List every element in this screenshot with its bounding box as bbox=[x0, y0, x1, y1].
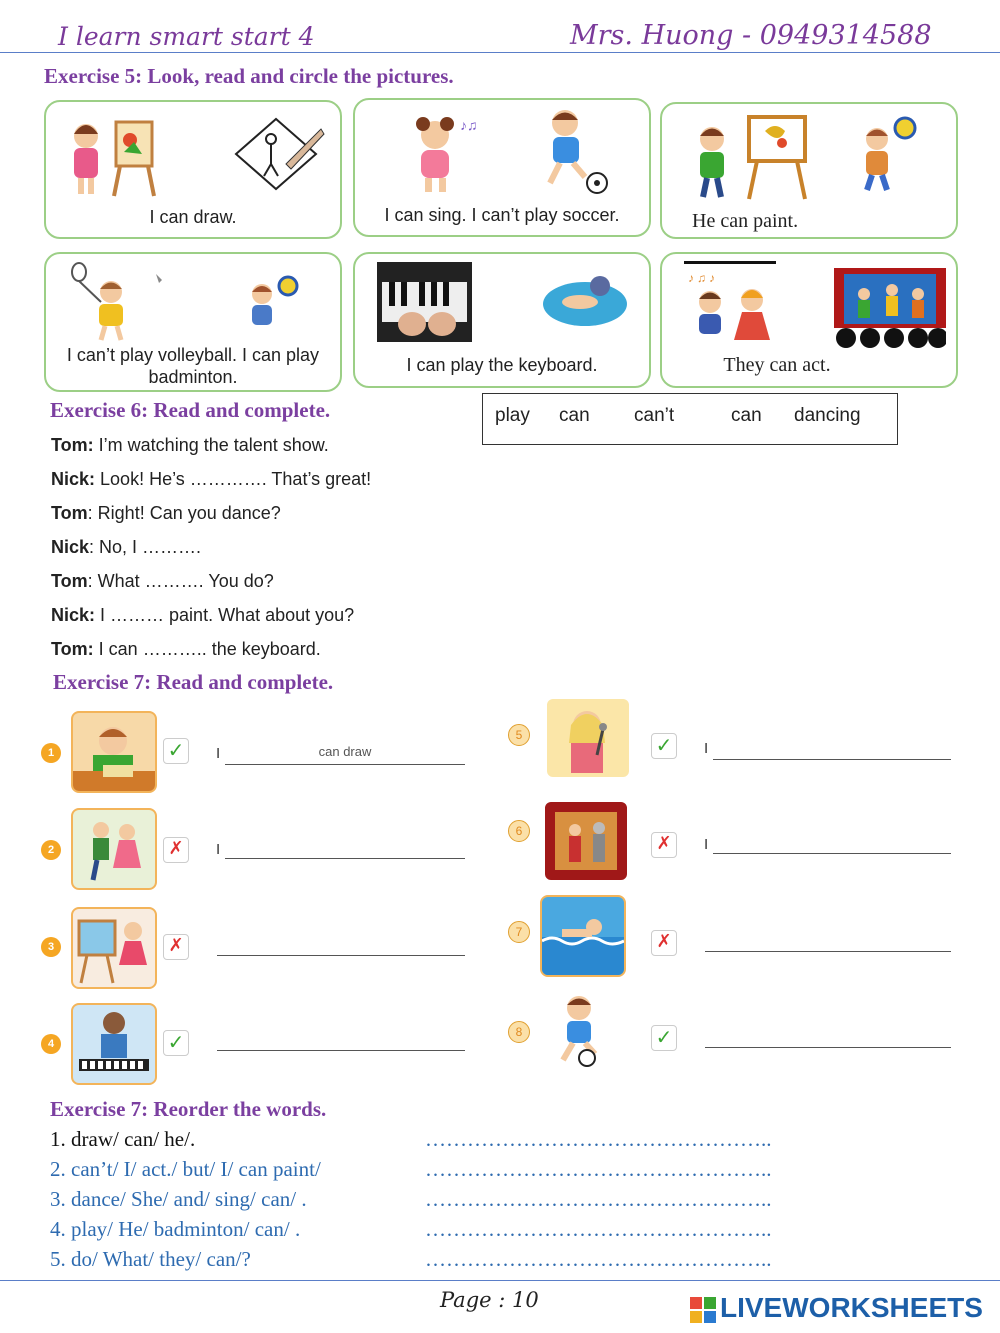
ex5-card-2[interactable] bbox=[353, 98, 651, 237]
reorder-answer-line[interactable]: ………………………………………….. bbox=[425, 1247, 772, 1271]
speaker: Tom bbox=[51, 571, 88, 591]
reorder-answer-line[interactable]: ………………………………………….. bbox=[425, 1127, 772, 1151]
ex5-caption-5: I can play the keyboard. bbox=[406, 355, 598, 375]
speaker: Tom: bbox=[51, 435, 94, 455]
dialogue-line[interactable] bbox=[51, 639, 321, 660]
item-number: 3 bbox=[41, 937, 61, 957]
check-mark-icon: ✓ bbox=[163, 1030, 189, 1056]
girl-singing-illustration bbox=[395, 110, 485, 195]
reorder-answer-line[interactable]: ………………………………………….. bbox=[425, 1157, 772, 1181]
speaker: Nick: bbox=[51, 469, 96, 489]
answer-field[interactable] bbox=[705, 931, 951, 952]
liveworksheets-logo-icon bbox=[690, 1297, 716, 1323]
boy-keyboard-picture bbox=[71, 1003, 157, 1085]
drawing-stickman-illustration bbox=[226, 114, 326, 194]
speaker: Tom bbox=[51, 503, 88, 523]
svg-text:♪ ♫ ♪: ♪ ♫ ♪ bbox=[688, 271, 715, 285]
item-number: 8 bbox=[508, 1021, 530, 1043]
speaker: Nick: bbox=[51, 605, 96, 625]
check-mark-icon: ✓ bbox=[651, 1025, 677, 1051]
answer-field[interactable] bbox=[225, 838, 465, 859]
line-text: : What ………. You do? bbox=[87, 571, 274, 591]
line-text: : No, I ………. bbox=[89, 537, 202, 557]
item-number: 1 bbox=[41, 743, 61, 763]
boy-soccer-picture bbox=[545, 990, 617, 1068]
ex5-card-1[interactable] bbox=[44, 100, 342, 239]
speaker: Tom: bbox=[51, 639, 94, 659]
boy-swimming-picture bbox=[540, 895, 626, 977]
line-text: I’m watching the talent show. bbox=[98, 435, 329, 455]
answer-field[interactable] bbox=[217, 935, 465, 956]
dialogue-line[interactable] bbox=[51, 469, 371, 490]
reorder-answer-line[interactable]: ………………………………………….. bbox=[425, 1187, 772, 1211]
girl-painting-picture bbox=[71, 907, 157, 989]
answer-prefix: I bbox=[704, 836, 709, 853]
cross-mark-icon: ✗ bbox=[163, 934, 189, 960]
cross-mark-icon: ✗ bbox=[651, 930, 677, 956]
header-left-title: I learn smart start 4 bbox=[58, 22, 315, 51]
answer-prefix: I bbox=[216, 841, 221, 858]
line-text: I ……… paint. What about you? bbox=[100, 605, 355, 625]
reorder-item: 3. dance/ She/ and/ sing/ can/ . bbox=[50, 1187, 307, 1211]
boy-volleyball-small-illustration bbox=[236, 274, 306, 344]
piano-keyboard-hands-illustration bbox=[377, 262, 472, 342]
kids-dancing-picture bbox=[71, 808, 157, 890]
exercise-reorder-title: Exercise 7: Reorder the words. bbox=[50, 1097, 327, 1121]
word-bank-word: can bbox=[559, 405, 590, 426]
ex5-card-3[interactable] bbox=[660, 102, 958, 239]
boy-soccer-illustration bbox=[525, 105, 625, 195]
cross-mark-icon: ✗ bbox=[651, 832, 677, 858]
liveworksheets-brand[interactable]: LIVEWORKSHEETS bbox=[720, 1292, 983, 1323]
ex5-caption-2: I can sing. I can’t play soccer. bbox=[384, 205, 620, 225]
word-bank-word: play bbox=[495, 405, 530, 426]
answer-field[interactable] bbox=[705, 1027, 951, 1048]
answer-line bbox=[684, 261, 776, 264]
girl-swimming-illustration bbox=[540, 264, 630, 334]
item-number: 5 bbox=[508, 724, 530, 746]
girl-singing-picture bbox=[545, 697, 631, 779]
reorder-item: 1. draw/ can/ he/. bbox=[50, 1127, 196, 1151]
children-dancing-illustration bbox=[680, 268, 790, 348]
check-mark-icon: ✓ bbox=[163, 738, 189, 764]
reorder-answer-line[interactable]: ………………………………………….. bbox=[425, 1217, 772, 1241]
line-text: : Right! Can you dance? bbox=[87, 503, 281, 523]
header-divider bbox=[0, 52, 1000, 53]
check-mark-icon: ✓ bbox=[651, 733, 677, 759]
footer-divider bbox=[0, 1280, 1000, 1281]
answer-field[interactable] bbox=[713, 739, 951, 760]
item-number: 2 bbox=[41, 840, 61, 860]
item-number: 6 bbox=[508, 820, 530, 842]
svg-text:♪♫: ♪♫ bbox=[460, 119, 478, 134]
ex5-card-4[interactable] bbox=[44, 252, 342, 392]
ex5-caption-3: He can paint. bbox=[692, 210, 799, 232]
ex5-card-6[interactable] bbox=[660, 252, 958, 388]
ex5-caption-6: They can act. bbox=[723, 354, 831, 376]
dialogue-line[interactable] bbox=[51, 537, 201, 558]
boy-drawing-picture bbox=[71, 711, 157, 793]
cross-mark-icon: ✗ bbox=[163, 837, 189, 863]
reorder-item: 5. do/ What/ they/ can/? bbox=[50, 1247, 251, 1271]
boy-painting-easel-illustration bbox=[687, 109, 817, 204]
girl-painting-illustration bbox=[64, 114, 174, 199]
boy-volleyball-illustration bbox=[847, 114, 927, 194]
dialogue-line[interactable] bbox=[51, 571, 274, 592]
reorder-item: 4. play/ He/ badminton/ can/ . bbox=[50, 1217, 301, 1241]
ex5-caption-4: I can’t play volleyball. I can play badminton. bbox=[66, 345, 320, 387]
dialogue-line[interactable] bbox=[51, 605, 354, 626]
ex5-card-5[interactable] bbox=[353, 252, 651, 388]
speaker: Nick bbox=[51, 537, 90, 557]
exercise-7-title: Exercise 7: Read and complete. bbox=[53, 670, 334, 694]
dialogue-line[interactable] bbox=[51, 503, 281, 524]
answer-field[interactable] bbox=[217, 1030, 465, 1051]
item-number: 7 bbox=[508, 921, 530, 943]
exercise-6-title: Exercise 6: Read and complete. bbox=[50, 398, 331, 422]
line-text: I can ……….. the keyboard. bbox=[98, 639, 321, 659]
stage-play-illustration bbox=[834, 268, 946, 350]
page-number: Page : 10 bbox=[440, 1288, 539, 1312]
word-bank-word: dancing bbox=[794, 405, 861, 426]
answer-field[interactable]: can draw bbox=[225, 744, 465, 765]
answer-prefix: I bbox=[216, 745, 221, 762]
header-right-author: Mrs. Huong - 0949314588 bbox=[570, 20, 932, 51]
item-number: 4 bbox=[41, 1034, 61, 1054]
ex5-caption-1: I can draw. bbox=[149, 207, 237, 227]
exercise-5-title: Exercise 5: Look, read and circle the pictures. bbox=[44, 64, 454, 88]
girl-badminton-illustration bbox=[61, 262, 171, 342]
line-text: Look! He’s …………. That’s great! bbox=[100, 469, 372, 489]
dialogue-line[interactable] bbox=[51, 435, 329, 456]
word-bank-word: can bbox=[731, 405, 762, 426]
stage-acting-picture bbox=[543, 800, 629, 882]
answer-field[interactable] bbox=[713, 833, 951, 854]
reorder-item: 2. can’t/ I/ act./ but/ I/ can paint/ bbox=[50, 1157, 321, 1181]
answer-prefix: I bbox=[704, 740, 709, 757]
word-bank-word: can’t bbox=[634, 405, 675, 426]
word-bank bbox=[482, 393, 898, 445]
